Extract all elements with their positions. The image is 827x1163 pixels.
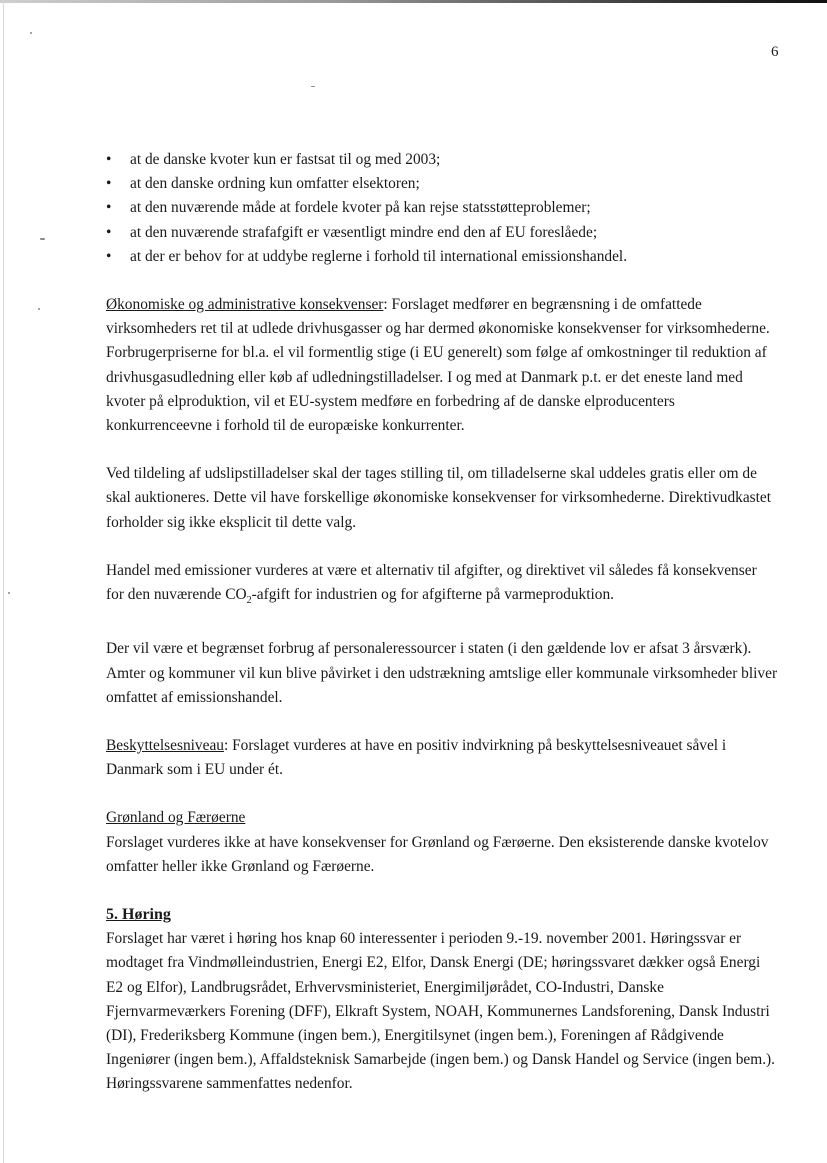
list-item-text: at den nuværende strafafgift er væsentligt mindre end den af EU foreslåede;: [130, 223, 598, 241]
co2-subscript: 2: [246, 595, 252, 607]
resources-paragraph: Der vil være et begrænset forbrug af personaleressourcer i staten (i den gældende lov er afsat 3 årsværk). Amter og kommuner vil kun blive påvirket i den udstrækning amtslige eller kommunale virksomheder bliver omfattet af emissionshandel.: [106, 640, 778, 706]
bullet-icon: •: [106, 223, 112, 241]
allocation-paragraph: Ved tildeling af udslipstilladelser skal der tages stilling til, om tilladelserne skal uddeles gratis eller om de skal auktioneres. Dette vil have forskellige økonomiske konsekvenser for virksomhederne. Direktivudkastet forholder sig ikke eksplicit til dette valg.: [106, 465, 772, 531]
page-number: 6: [771, 44, 779, 60]
document-body: [106, 148, 778, 1097]
list-item-text: at de danske kvoter kun er fastsat til og med 2003;: [130, 151, 441, 168]
protection-label: Beskyttelsesniveau: [106, 736, 224, 754]
protection-paragraph: [106, 734, 778, 782]
economic-colon: :: [383, 296, 388, 314]
trading-paragraph: [106, 559, 778, 613]
list-item: [106, 221, 778, 245]
hearing-heading: 5. Høring: [106, 905, 171, 923]
scan-top-border: [0, 0, 827, 3]
economic-label: Økonomiske og administrative konsekvenser: [106, 296, 384, 314]
scan-speck: [8, 592, 10, 594]
greenland-heading: Grønland og Færøerne: [106, 809, 246, 827]
list-item-text: at der er behov for at uddybe reglerne i forhold til international emissionshandel.: [130, 247, 628, 265]
list-item: [106, 172, 778, 196]
bullet-icon: •: [106, 151, 112, 168]
trading-text-start: Handel med emissioner vurderes at være et alternativ til afgifter, og direktivet vil således få konsekvenser for den nuværende CO: [106, 561, 757, 604]
protection-text: Forslaget vurderes at have en positiv indvirkning på beskyttelsesniveauet såvel i Danmark som i EU under ét.: [106, 736, 727, 779]
greenland-paragraph: Forslaget vurderes ikke at have konsekvenser for Grønland og Færøerne. Den eksisterende danske kvotelov omfatter heller ikke Grønland og Færøerne.: [106, 833, 769, 875]
economic-paragraph: [106, 293, 778, 438]
hearing-paragraph: Forslaget har været i høring hos knap 60 interessenter i perioden 9.-19. november 2001. Høringssvar er modtaget fra Vindmølleindustrien, Energi E2, Elfor, Dansk Energi (DE; høringssvaret dækker også Energi E2 og Elfor), Landbrugsrådet, Erhvervsministeriet, Energimiljørådet, CO-Industri, Danske Fjernvarmeværkers Forening (DFF), Elkraft System, NOAH, Kommunernes Landsforening, Dansk Industri (DI), Frederiksberg Kommune (ingen bem.), Energitilsynet (ingen bem.), Foreningen af Rådgivende Ingeniører (ingen bem.), Affaldsteknisk Samarbejde (ingen bem.) og Dansk Handel og Service (ingen bem.). Høringssvarene sammenfattes nedenfor.: [106, 930, 776, 1093]
list-item: [106, 148, 778, 172]
scan-speck: [311, 86, 315, 87]
economic-text: Forslaget medfører en begrænsning i de omfattede virksomheders ret til at udlede drivhusgasser og har dermed økonomiske konsekvenser for virksomhederne. Forbrugerpriserne for bl.a. el vil formentlig stige (i EU generelt) som følge af omkostninger til reduktion af drivhusgasudledning eller køb af udledningstilladelser. I og med at Danmark p.t. er det eneste land med kvoter på elproduktion, vil et EU-system medføre en forbedring af de danske elproducenters konkurrenceevne i forhold til de europæiske konkurrenter.: [106, 296, 770, 435]
scan-speck: [30, 32, 32, 34]
bullet-list: [106, 148, 778, 269]
list-item-text: at den danske ordning kun omfatter elsektoren;: [130, 175, 420, 193]
bullet-icon: •: [106, 175, 112, 193]
list-item: [106, 245, 778, 269]
bullet-icon: •: [106, 199, 112, 217]
bullet-icon: •: [106, 247, 112, 265]
trading-text-end: -afgift for industrien og for afgifterne på varmeproduktion.: [251, 586, 615, 604]
list-item-text: at den nuværende måde at fordele kvoter på kan rejse statsstøtteproblemer;: [130, 199, 591, 217]
scan-speck: [38, 308, 40, 310]
scan-speck: [40, 238, 45, 240]
scan-left-edge: [3, 0, 4, 1163]
list-item: [106, 196, 778, 220]
protection-colon: :: [223, 736, 229, 754]
